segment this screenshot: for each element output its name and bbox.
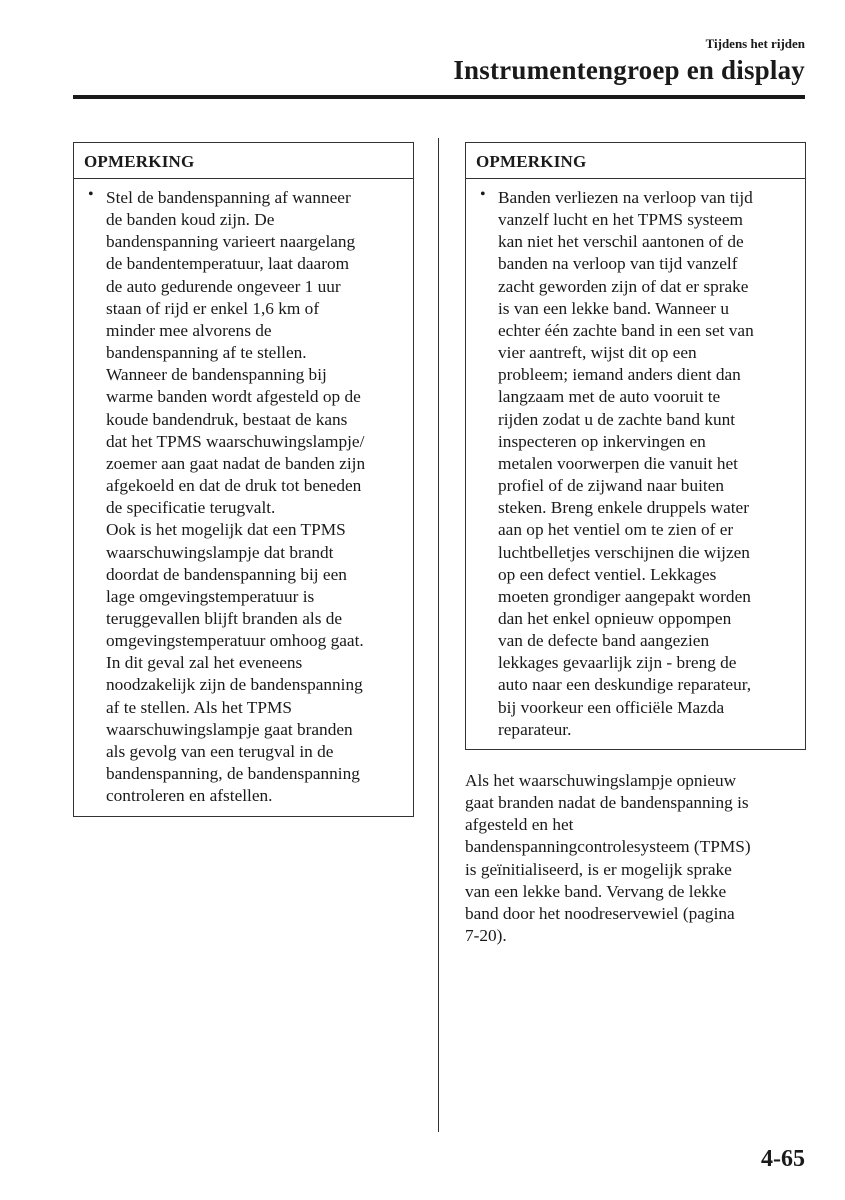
text-line: zacht geworden zijn of dat er sprake <box>498 276 749 296</box>
text-line: de bandentemperatuur, laat daarom <box>106 254 350 274</box>
note-text <box>106 187 407 807</box>
text-line: omgevingstemperatuur omhoog gaat. <box>106 631 364 651</box>
text-line: controleren en afstellen. <box>106 786 273 806</box>
text-line: Stel de bandenspanning af wanneer <box>106 188 351 207</box>
text-line: Ook is het mogelijk dat een TPMS <box>106 520 346 540</box>
text-line: rijden zodat u de zachte band kunt <box>498 409 736 429</box>
text-line: noodzakelijk zijn de bandenspanning <box>106 675 363 695</box>
bullet-icon: • <box>480 186 486 203</box>
text-line: dan het enkel opnieuw oppompen <box>498 608 732 628</box>
section-header: Tijdens het rijden <box>705 36 805 51</box>
text-line: bandenspanning varieert naargelang <box>106 232 356 252</box>
text-line: bandenspanning af te stellen. <box>106 343 307 363</box>
text-line: bandenspanningcontrolesysteem (TPMS) <box>465 837 751 857</box>
text-line: echter één zachte band in een set van <box>498 320 754 340</box>
text-line: afgesteld en het <box>465 815 574 835</box>
text-line: staan of rijd er enkel 1,6 km of <box>106 298 320 318</box>
note-body <box>74 179 413 807</box>
text-line: metalen voorwerpen die vanuit het <box>498 453 738 473</box>
text-line: aan op het ventiel om te zien of er <box>498 520 734 540</box>
text-line: af te stellen. Als het TPMS <box>106 697 292 717</box>
text-line: Als het waarschuwingslampje opnieuw <box>465 771 737 790</box>
text-line: van de defecte band aangezien <box>498 631 710 651</box>
text-line: vanzelf lucht en het TPMS systeem <box>498 210 743 230</box>
text-line: minder mee alvorens de <box>106 320 272 340</box>
text-line: probleem; iemand anders dient dan <box>498 365 741 385</box>
text-line: op een defect ventiel. Lekkages <box>498 564 717 584</box>
text-line: bij voorkeur een officiële Mazda <box>498 697 725 717</box>
text-line: Wanneer de bandenspanning bij <box>106 365 327 385</box>
bullet-icon: • <box>88 186 94 203</box>
text-line: is geïnitialiseerd, is er mogelijk sprake <box>465 859 732 879</box>
text-line: teruggevallen blijft branden als de <box>106 608 343 628</box>
text-line: van een lekke band. Vervang de lekke <box>465 881 727 901</box>
note-box-left <box>73 142 414 817</box>
text-line: als gevolg van een terugval in de <box>106 741 334 761</box>
text-line: doordat de bandenspanning bij een <box>106 564 347 584</box>
text-line: luchtbelletjes verschijnen die wijzen <box>498 542 750 562</box>
text-line: de auto gedurende ongeveer 1 uur <box>106 276 341 296</box>
note-heading: OPMERKING <box>466 143 805 179</box>
text-line: gaat branden nadat de bandenspanning is <box>465 793 749 813</box>
page-number: 4-65 <box>761 1146 805 1172</box>
text-line: koude bandendruk, bestaat de kans <box>106 409 348 429</box>
text-line: lekkages gevaarlijk zijn - breng de <box>498 653 737 673</box>
note-text <box>498 187 799 741</box>
text-line: steken. Breng enkele druppels water <box>498 498 749 518</box>
text-line: inspecteren op inkervingen en <box>498 431 706 451</box>
text-line: dat het TPMS waarschuwingslampje/ <box>106 431 365 451</box>
text-line: moeten grondiger aangepakt worden <box>498 586 751 606</box>
text-line: Banden verliezen na verloop van tijd <box>498 188 753 207</box>
note-box-right <box>465 142 806 750</box>
text-line: In dit geval zal het eveneens <box>106 653 303 673</box>
text-line: reparateur. <box>498 719 572 739</box>
body-paragraph <box>465 770 751 947</box>
text-line: waarschuwingslampje dat brandt <box>106 542 334 562</box>
text-line: banden na verloop van tijd vanzelf <box>498 254 738 274</box>
note-heading: OPMERKING <box>74 143 413 179</box>
page-title: Instrumentengroep en display <box>453 55 805 85</box>
text-line: zoemer aan gaat nadat de banden zijn <box>106 453 366 473</box>
text-line: langzaam met de auto vooruit te <box>498 387 721 407</box>
text-line: de banden koud zijn. De <box>106 210 275 230</box>
text-line: vier aantreft, wijst dit op een <box>498 343 697 363</box>
text-line: profiel of de zijwand naar buiten <box>498 476 725 496</box>
text-line: bandenspanning, de bandenspanning <box>106 764 360 784</box>
column-divider <box>438 138 439 1132</box>
text-line: de specificatie terugvalt. <box>106 498 276 518</box>
text-line: 7-20). <box>465 926 507 946</box>
text-line: is van een lekke band. Wanneer u <box>498 298 730 318</box>
text-line: auto naar een deskundige reparateur, <box>498 675 752 695</box>
text-line: kan niet het verschil aantonen of de <box>498 232 744 252</box>
text-line: afgekoeld en dat de druk tot beneden <box>106 476 362 496</box>
header-rule <box>73 95 805 99</box>
text-line: band door het noodreservewiel (pagina <box>465 903 735 923</box>
text-line: waarschuwingslampje gaat branden <box>106 719 353 739</box>
text-line: warme banden wordt afgesteld op de <box>106 387 361 407</box>
note-body <box>466 179 805 741</box>
text-line: lage omgevingstemperatuur is <box>106 586 315 606</box>
